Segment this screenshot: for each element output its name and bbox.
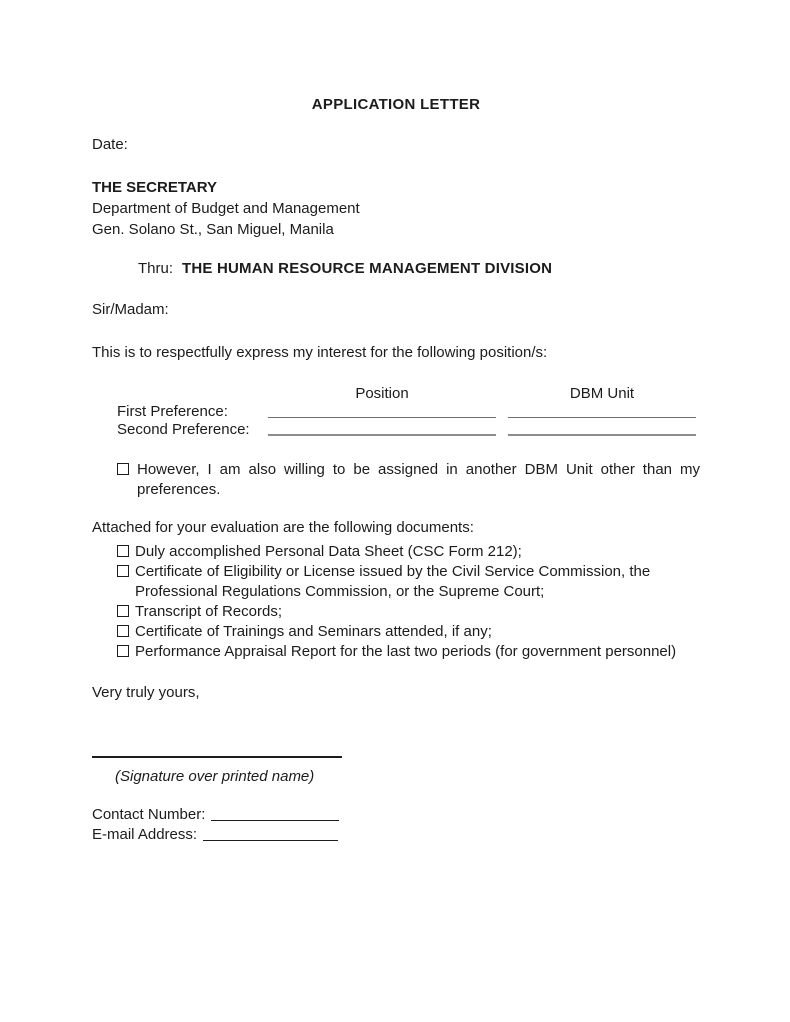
attachment-item: [117, 642, 700, 662]
document-title: APPLICATION LETTER: [311, 96, 481, 113]
attachment-text: Certificate of Eligibility or License issued by the Civil Service Commission, the Professional Regulations Commission, or the Supreme Court;: [135, 563, 651, 600]
contact-number-row: [92, 805, 700, 825]
first-preference-dbm-unit-blank[interactable]: [508, 405, 696, 418]
date-label: Date:: [92, 136, 128, 153]
attachment-item: [117, 562, 700, 602]
attachment-checkbox-pds[interactable]: [117, 545, 129, 557]
salutation: Sir/Madam:: [92, 301, 169, 318]
second-preference-row: [92, 421, 700, 439]
recipient-address: Gen. Solano St., San Miguel, Manila: [92, 221, 334, 238]
thru-label: Thru:: [138, 260, 174, 277]
second-preference-label: Second Preference:: [117, 421, 250, 438]
attachment-checkbox-transcript[interactable]: [117, 605, 129, 617]
thru-division: THE HUMAN RESOURCE MANAGEMENT DIVISION: [182, 260, 553, 277]
attachments-intro: Attached for your evaluation are the following documents:: [92, 519, 474, 536]
second-preference-dbm-unit-blank[interactable]: [508, 422, 696, 436]
contact-number-blank[interactable]: [211, 808, 339, 821]
attachment-item: [117, 542, 700, 562]
attachment-text: Performance Appraisal Report for the last two periods (for government personnel): [135, 643, 677, 660]
first-preference-row: [92, 403, 700, 421]
column-header-position: Position: [355, 385, 409, 402]
attachment-text: Certificate of Trainings and Seminars attended, if any;: [135, 623, 492, 640]
first-preference-position-blank[interactable]: [268, 405, 496, 418]
thru-line: [138, 259, 700, 279]
willing-other-unit-text: However, I am also willing to be assigned in another DBM Unit other than my preferences.: [137, 461, 700, 498]
attachment-checkbox-eligibility[interactable]: [117, 565, 129, 577]
intro-paragraph: This is to respectfully express my interest for the following position/s:: [92, 344, 548, 361]
email-address-label: E-mail Address:: [92, 826, 198, 843]
attachment-text: Transcript of Records;: [135, 603, 282, 620]
recipient-block: [92, 177, 700, 240]
email-address-blank[interactable]: [203, 828, 338, 841]
attachment-item: [117, 602, 700, 622]
attachment-checkbox-appraisal[interactable]: [117, 645, 129, 657]
closing-valediction: Very truly yours,: [92, 684, 200, 701]
contact-number-label: Contact Number:: [92, 806, 206, 823]
attachment-checkbox-trainings[interactable]: [117, 625, 129, 637]
attachment-item: [117, 622, 700, 642]
willing-other-unit-checkbox[interactable]: [117, 463, 129, 475]
signature-line[interactable]: [92, 756, 342, 758]
willing-other-unit-item: [117, 460, 700, 500]
recipient-name: THE SECRETARY: [92, 179, 218, 196]
preference-table-header: [92, 385, 700, 403]
second-preference-position-blank[interactable]: [268, 422, 496, 436]
attachment-text: Duly accomplished Personal Data Sheet (CSC Form 212);: [135, 543, 522, 560]
column-header-dbm-unit: DBM Unit: [569, 385, 635, 402]
email-address-row: [92, 825, 700, 845]
first-preference-label: First Preference:: [117, 403, 228, 420]
recipient-org: Department of Budget and Management: [92, 200, 360, 217]
signature-caption: (Signature over printed name): [115, 768, 315, 785]
